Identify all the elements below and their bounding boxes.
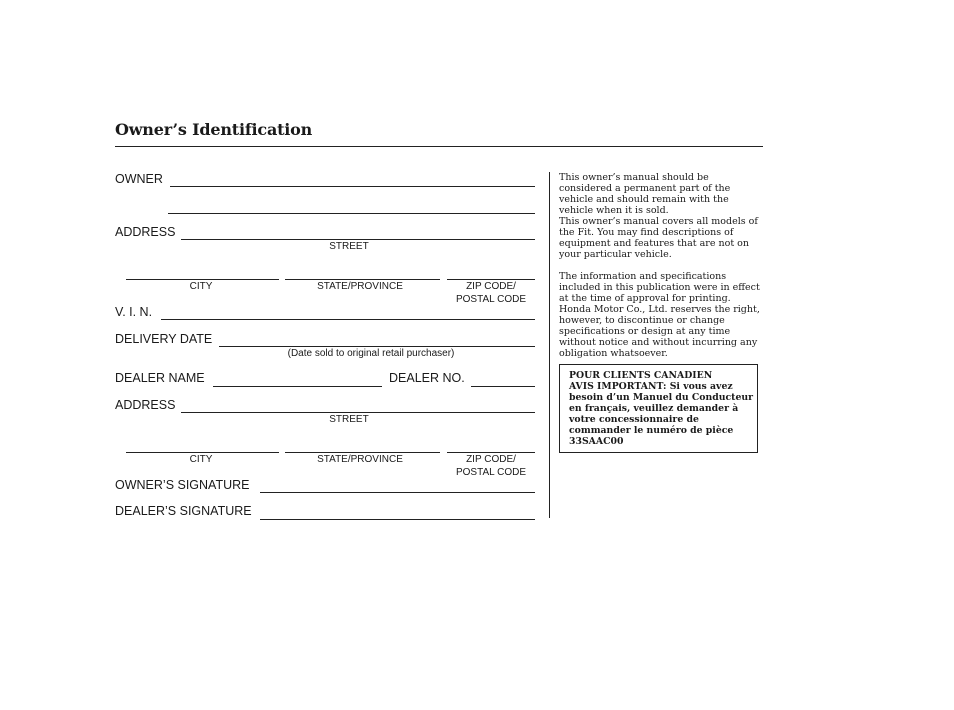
city-caption: CITY [189,281,213,292]
owner-label: OWNER [115,172,163,186]
canada-notice-heading: POUR CLIENTS CANADIEN [569,370,713,381]
note-models-covered: This owner’s manual covers all models of the Fit. You may find descriptions of equipment and features that are not on your particular vehicle. [559,216,758,260]
note-specifications: The information and specifications included in this publication were in effect at the time of approval for printing. Honda Motor Co., Ltd. reserves the right, however, to discontinue or change specifications or design at any time without notice and without incurring any obligation whatsoever. [559,271,760,359]
delivery-date-hint: (Date sold to original retail purchaser) [287,348,455,359]
dealer-postal-caption: POSTAL CODE [455,467,526,478]
dealer-address-label: ADDRESS [115,398,176,412]
note-permanent-part: This owner’s manual should be considered a permanent part of the vehicle and should remain with the vehicle when it is sold. [559,172,731,216]
column-divider [549,172,550,518]
delivery-date-label: DELIVERY DATE [115,332,213,346]
title-divider [115,146,763,147]
dealer-signature-label: DEALER’S SIGNATURE [115,504,252,518]
dealer-name-label: DEALER NAME [115,371,205,385]
postal-caption: POSTAL CODE [455,294,526,305]
street-caption: STREET [329,241,369,252]
zip-caption: ZIP CODE/ [466,281,516,292]
dealer-zip-caption: ZIP CODE/ [466,454,516,465]
dealer-no-label: DEALER NO. [389,371,465,385]
dealer-state-caption: STATE/PROVINCE [317,454,403,465]
owner-signature-label: OWNER’S SIGNATURE [115,478,250,492]
owner-signature-line[interactable] [260,492,535,493]
address-label: ADDRESS [115,225,176,239]
owner-line-1[interactable] [170,186,535,187]
dealer-no-line[interactable] [471,386,535,387]
vin-label: V. I. N. [115,305,153,319]
dealer-street-caption: STREET [329,414,369,425]
state-caption: STATE/PROVINCE [317,281,403,292]
dealer-city-caption: CITY [189,454,213,465]
owner-line-2[interactable] [168,213,535,214]
canada-notice [569,370,754,447]
dealer-name-line[interactable] [213,386,382,387]
page-title: Owner’s Identification [115,120,313,139]
vin-line[interactable] [161,319,535,320]
canada-notice-body: AVIS IMPORTANT: Si vous avez besoin d’un Manuel du Conducteur en français, veuillez demander à votre concessionnaire de commander le numéro de pièce 33SAAC00 [569,381,754,447]
dealer-signature-line[interactable] [260,519,535,520]
